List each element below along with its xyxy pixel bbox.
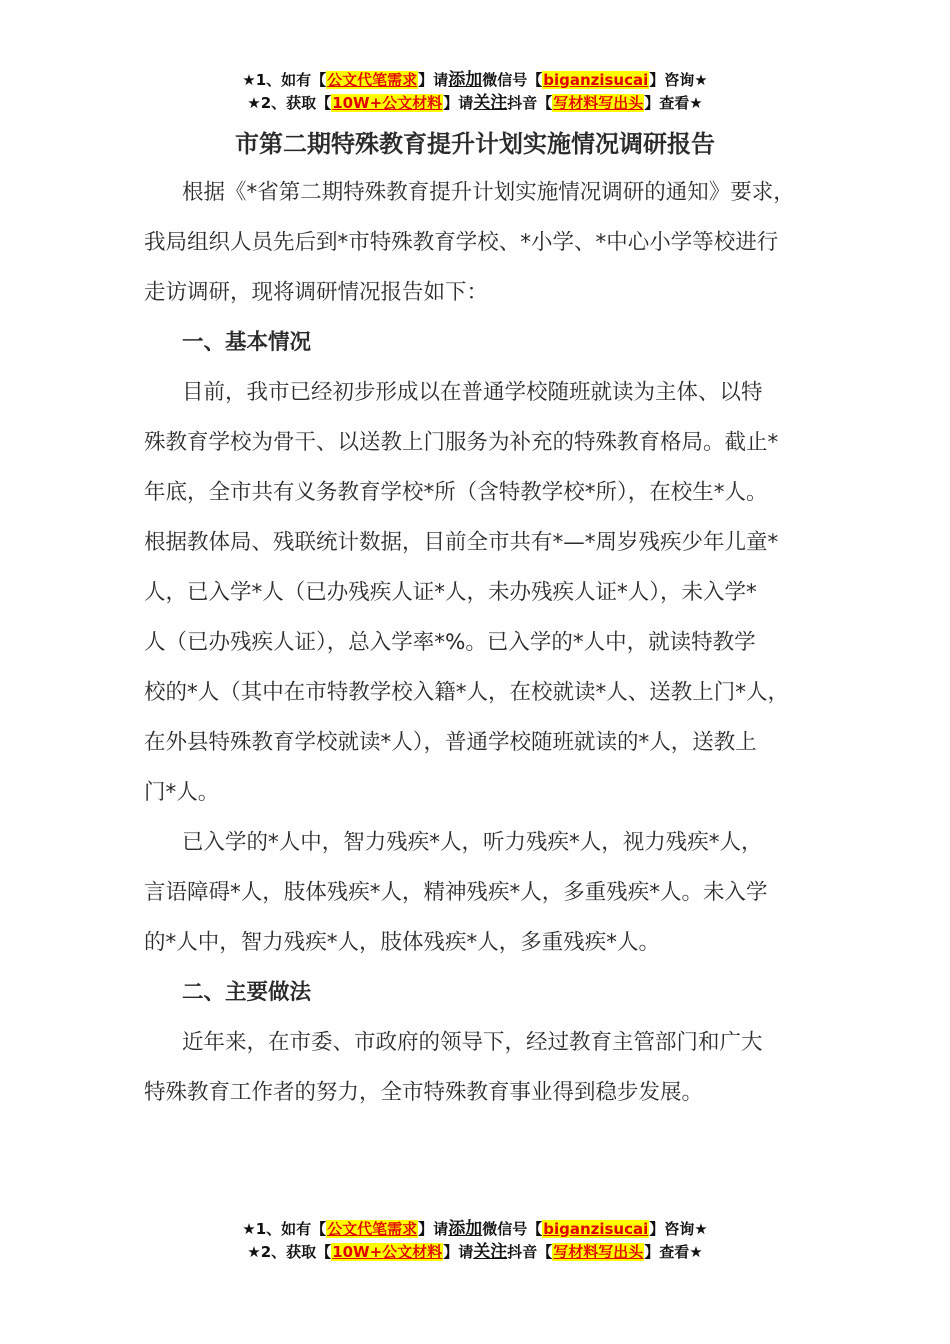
- promo-highlight-writing-service: 公文代笔需求: [327, 1220, 418, 1238]
- promo-highlight-materials: 10W+公文材料: [332, 94, 443, 112]
- promo-highlight-douyin: 写材料写出头: [553, 94, 644, 112]
- section-heading-basic-situation: 一、基本情况: [182, 330, 312, 355]
- intro-paragraph: 根据《*省第二期特殊教育提升计划实施情况调研的通知》要求， 我局组织人员先后到*市特殊教育学校、*小学、*中心小学等校进行 走访调研，现将调研情况报告如下：: [144, 180, 795, 305]
- promo-line-1: ★1、如有【公文代笔需求】请添加微信号【biganzisucai】咨询★: [242, 1219, 708, 1239]
- document-body: [144, 168, 816, 1118]
- promo-banner-top: [0, 69, 950, 115]
- promo-line-2: ★2、获取【10W+公文材料】请关注抖音【写材料写出头】查看★: [247, 1242, 703, 1262]
- promo-line-2: ★2、获取【10W+公文材料】请关注抖音【写材料写出头】查看★: [247, 93, 703, 113]
- promo-highlight-writing-service: 公文代笔需求: [327, 71, 418, 89]
- promo-highlight-materials: 10W+公文材料: [332, 1243, 443, 1261]
- main-practices-paragraph-1: 近年来，在市委、市政府的领导下，经过教育主管部门和广大 特殊教育工作者的努力，全市特殊教育事业得到稳步发展。: [144, 1030, 763, 1105]
- basic-situation-paragraph-1: 目前，我市已经初步形成以在普通学校随班就读为主体、以特 殊教育学校为骨干、以送教上门服务为补充的特殊教育格局。截止* 年底，全市共有义务教育学校*所（含特教学校*所），在校生*人。 根据教体局、残联统计数据，目前全市共有*—*周岁残疾少年儿童* 人，已入学*人（已办残疾人证*人，未办残疾人证*人），未入学* 人（已办残疾人证），总入学率*%。已入学的*人中，就读特教学 校的*人（其中在市特教学校入籍*人，在校就读*人、送教上门*人， 在外县特殊教育学校就读*人），普通学校随班就读的*人，送教上 门*人。: [144, 380, 790, 805]
- promo-line-1: ★1、如有【公文代笔需求】请添加微信号【biganzisucai】咨询★: [242, 70, 708, 90]
- basic-situation-paragraph-2: 已入学的*人中，智力残疾*人，听力残疾*人，视力残疾*人， 言语障碍*人，肢体残疾*人，精神残疾*人，多重残疾*人。未入学 的*人中，智力残疾*人，肢体残疾*人，多重残疾*人。: [144, 830, 768, 955]
- section-heading-main-practices: 二、主要做法: [182, 980, 312, 1005]
- promo-highlight-douyin: 写材料写出头: [553, 1243, 644, 1261]
- promo-banner-bottom: [0, 1218, 950, 1264]
- document-title: 市第二期特殊教育提升计划实施情况调研报告: [235, 130, 715, 158]
- promo-highlight-wechat-id: biganzisucai: [543, 1220, 649, 1238]
- promo-highlight-wechat-id: biganzisucai: [543, 71, 649, 89]
